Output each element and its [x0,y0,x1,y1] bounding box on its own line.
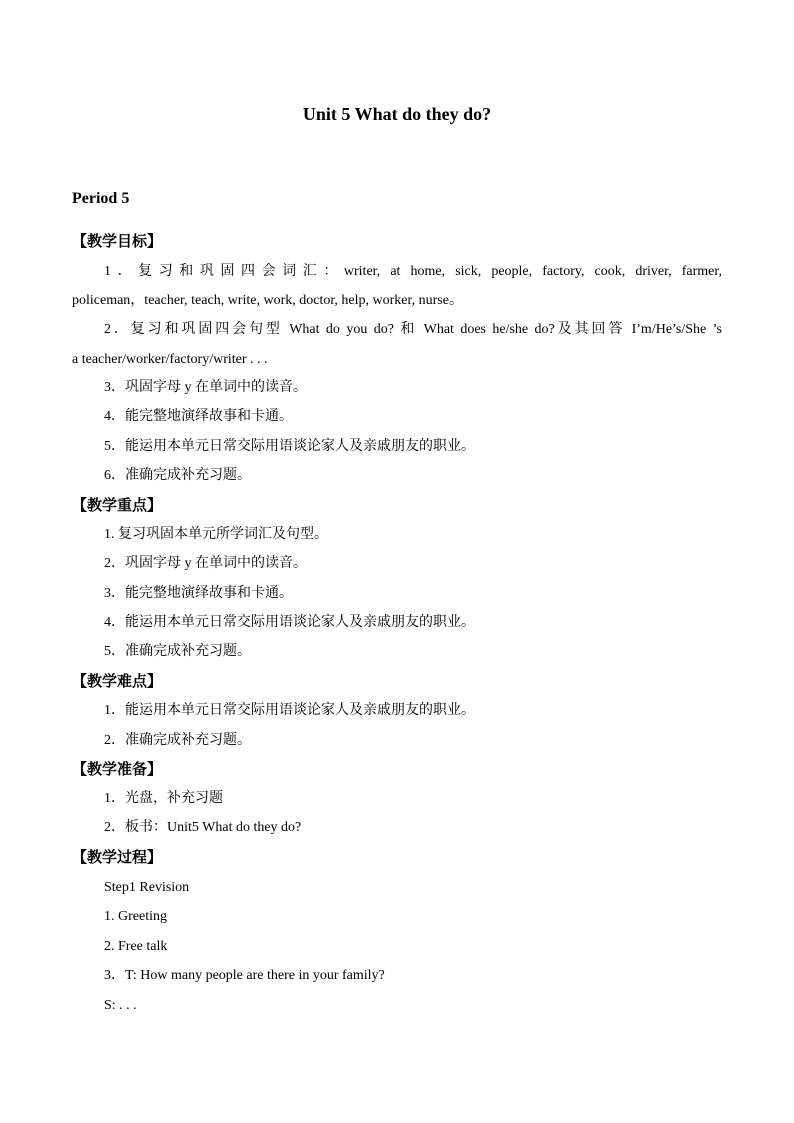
key-point-item: 1. 复习巩固本单元所学词汇及句型。 [104,527,328,542]
section-heading-goals: 【教学目标】 [72,234,163,250]
key-point-item: 2．巩固字母 y 在单词中的读音。 [104,556,307,571]
goal-item-1-line-1: 1．复习和巩固四会词汇：writer, at home, sick, people, factory, cook, driver, farmer, [104,264,722,279]
goal-item-2-line-2: a teacher/worker/factory/writer . . . [72,352,268,367]
goal-item-4: 4．能完整地演绎故事和卡通。 [104,409,293,424]
key-point-item: 3．能完整地演绎故事和卡通。 [104,586,293,601]
section-heading-difficulties: 【教学难点】 [72,674,163,690]
goal-item-5: 5．能运用本单元日常交际用语谈论家人及亲戚朋友的职业。 [104,439,475,454]
difficulty-item: 2．准确完成补充习题。 [104,733,251,748]
process-step-title: Step1 Revision [104,880,190,895]
key-point-item: 5．准确完成补充习题。 [104,644,251,659]
process-item: 3．T: How many people are there in your family? [104,968,385,983]
preparation-item: 2．板书：Unit5 What do they do? [104,820,302,835]
process-item: 2. Free talk [104,939,168,954]
key-point-item: 4．能运用本单元日常交际用语谈论家人及亲戚朋友的职业。 [104,615,475,630]
goal-item-1-line-2: policeman，teacher, teach, write, work, doctor, help, worker, nurse。 [72,293,463,308]
goal-item-6: 6．准确完成补充习题。 [104,468,251,483]
section-heading-preparation: 【教学准备】 [72,762,163,778]
section-heading-process: 【教学过程】 [72,850,163,866]
preparation-item: 1．光盘，补充习题 [104,791,223,806]
period-heading: Period 5 [72,190,130,207]
document-title: Unit 5 What do they do? [302,104,492,124]
section-heading-key-points: 【教学重点】 [72,498,163,514]
process-answer: S: . . . [104,998,137,1013]
process-item: 1. Greeting [104,909,167,924]
difficulty-item: 1．能运用本单元日常交际用语谈论家人及亲戚朋友的职业。 [104,703,475,718]
goal-item-2-line-1: 2．复习和巩固四会句型 What do you do? 和 What does he/she do?及其回答 I’m/He’s/She ’s [104,322,722,337]
goal-item-3: 3．巩固字母 y 在单词中的读音。 [104,380,307,395]
